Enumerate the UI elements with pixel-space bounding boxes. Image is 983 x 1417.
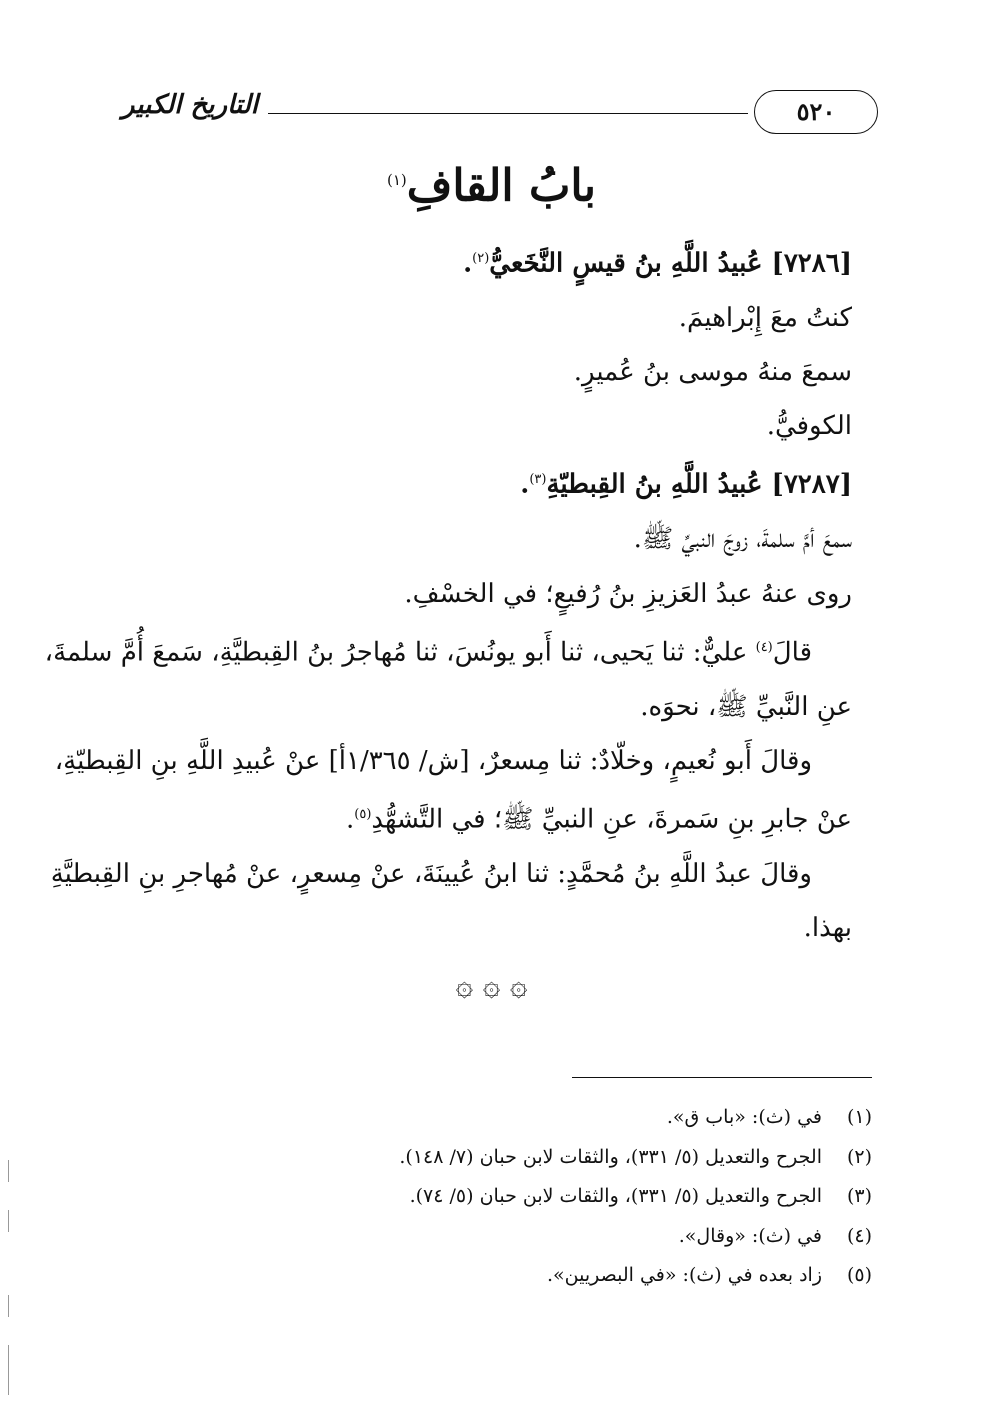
chapter-title (0, 150, 983, 217)
footnote-number: (٢) (846, 1145, 872, 1168)
scan-margin-mark (8, 1160, 9, 1182)
body-line-9: وقالَ أَبو نُعيمٍ، وخلّادٌ: ثنا مِسعرٌ، [ش/ ١/٣٦٥أ] عنْ عُبيدِ اللَّهِ بنِ القِبطيّةِ، (54, 745, 812, 776)
body-line-8: عنِ النَّبيِّ ﷺ، نحوَه. (640, 691, 852, 722)
footnote-text: الجرح والتعديل (٥/ ٣٣١)، والثقات لابن حبان (٧/ ١٤٨). (399, 1145, 822, 1168)
footnote-rule (572, 1077, 872, 1078)
footnote-5 (200, 1256, 872, 1296)
footnote-ref-3: (٣) (529, 472, 547, 488)
scan-margin-mark (8, 1345, 9, 1395)
footnote-4 (200, 1217, 872, 1257)
entry-7286-tail: . (463, 248, 473, 279)
footnote-1 (200, 1098, 872, 1138)
footnote-number: (٤) (846, 1224, 872, 1247)
footnote-number: (١) (846, 1106, 872, 1128)
body-line-7-rest: عليٌّ: ثنا يَحيى، ثنا أَبو يونُسَ، ثنا مُهاجرُ بنُ القِبطيَّةِ، سَمعَ أُمَّ سلمةَ، (44, 637, 756, 668)
page-header (118, 88, 878, 138)
page-number: ٥٢٠ (754, 90, 878, 134)
body-line-10-tail: . (345, 804, 355, 835)
section-ornaments: ۞ ۞ ۞ (455, 968, 528, 1003)
entry-7286-text: [٧٢٨٦] عُبيدُ اللَّهِ بنُ قيسٍ النَّخَعيُّ (489, 248, 852, 279)
footnote-number: (٣) (846, 1185, 872, 1207)
body-line-5: سمعَ أمَّ سلمةَ، زوجَ النبيِّ ﷺ. (633, 524, 852, 555)
scan-margin-mark (8, 1295, 9, 1317)
footnote-ref-5: (٥) (354, 807, 372, 822)
body-line-2: سمعَ منهُ موسى بنُ عُميرٍ. (573, 357, 852, 388)
body-line-3: الكوفيُّ. (766, 411, 852, 442)
book-title: التاريخ الكبير (121, 90, 258, 120)
body-line-11: وقالَ عبدُ اللَّهِ بنُ مُحمَّدٍ: ثنا ابنُ عُيينَةَ، عنْ مِسعرٍ، عنْ مُهاجرِ بنِ القِبطيَّةِ (50, 858, 812, 889)
footnote-ref-4: (٤) (755, 639, 773, 655)
footnote-text: في (ث): «باب ق». (666, 1106, 822, 1128)
entry-7286-title (128, 232, 852, 291)
footnote-2 (200, 1138, 872, 1178)
body-line-6: روى عنهُ عبدُ العَزيزِ بنُ رُفيعٍ؛ في الخسْفِ. (404, 578, 852, 609)
chapter-title-text: بابُ القافِ (406, 160, 597, 212)
chapter-footnote-ref: (١) (386, 171, 407, 189)
body-line-7 (44, 621, 852, 680)
footnote-text: في (ث): «وقال». (678, 1224, 822, 1247)
footnote-text: الجرح والتعديل (٥/ ٣٣١)، والثقات لابن حبان (٥/ ٧٤). (409, 1185, 822, 1207)
footnote-3 (200, 1177, 872, 1217)
body-line-10 (128, 788, 852, 847)
body-line-10-text: عنْ جابرِ بنِ سَمرةَ، عنِ النبيِّ ﷺ؛ في التَّشهُّدِ (371, 804, 852, 835)
footnotes (200, 1098, 872, 1296)
footnote-number: (٥) (846, 1264, 872, 1286)
entry-7287-tail: . (520, 470, 530, 501)
header-rule (268, 113, 748, 114)
entry-7287-text: [٧٢٨٧] عُبيدُ اللَّهِ بنُ القِبطيّةِ (546, 470, 852, 501)
body-text (44, 232, 852, 955)
body-line-1: كنتُ معَ إِبْراهيمَ. (678, 302, 852, 333)
body-line-12: بهذا. (803, 913, 852, 944)
footnote-ref-2: (٢) (472, 251, 490, 266)
entry-7287-title (128, 453, 852, 512)
footnote-text: زاد بعده في (ث): «في البصريين». (547, 1264, 822, 1286)
body-line-7-start: قالَ (772, 637, 812, 668)
scan-margin-mark (8, 1210, 9, 1232)
